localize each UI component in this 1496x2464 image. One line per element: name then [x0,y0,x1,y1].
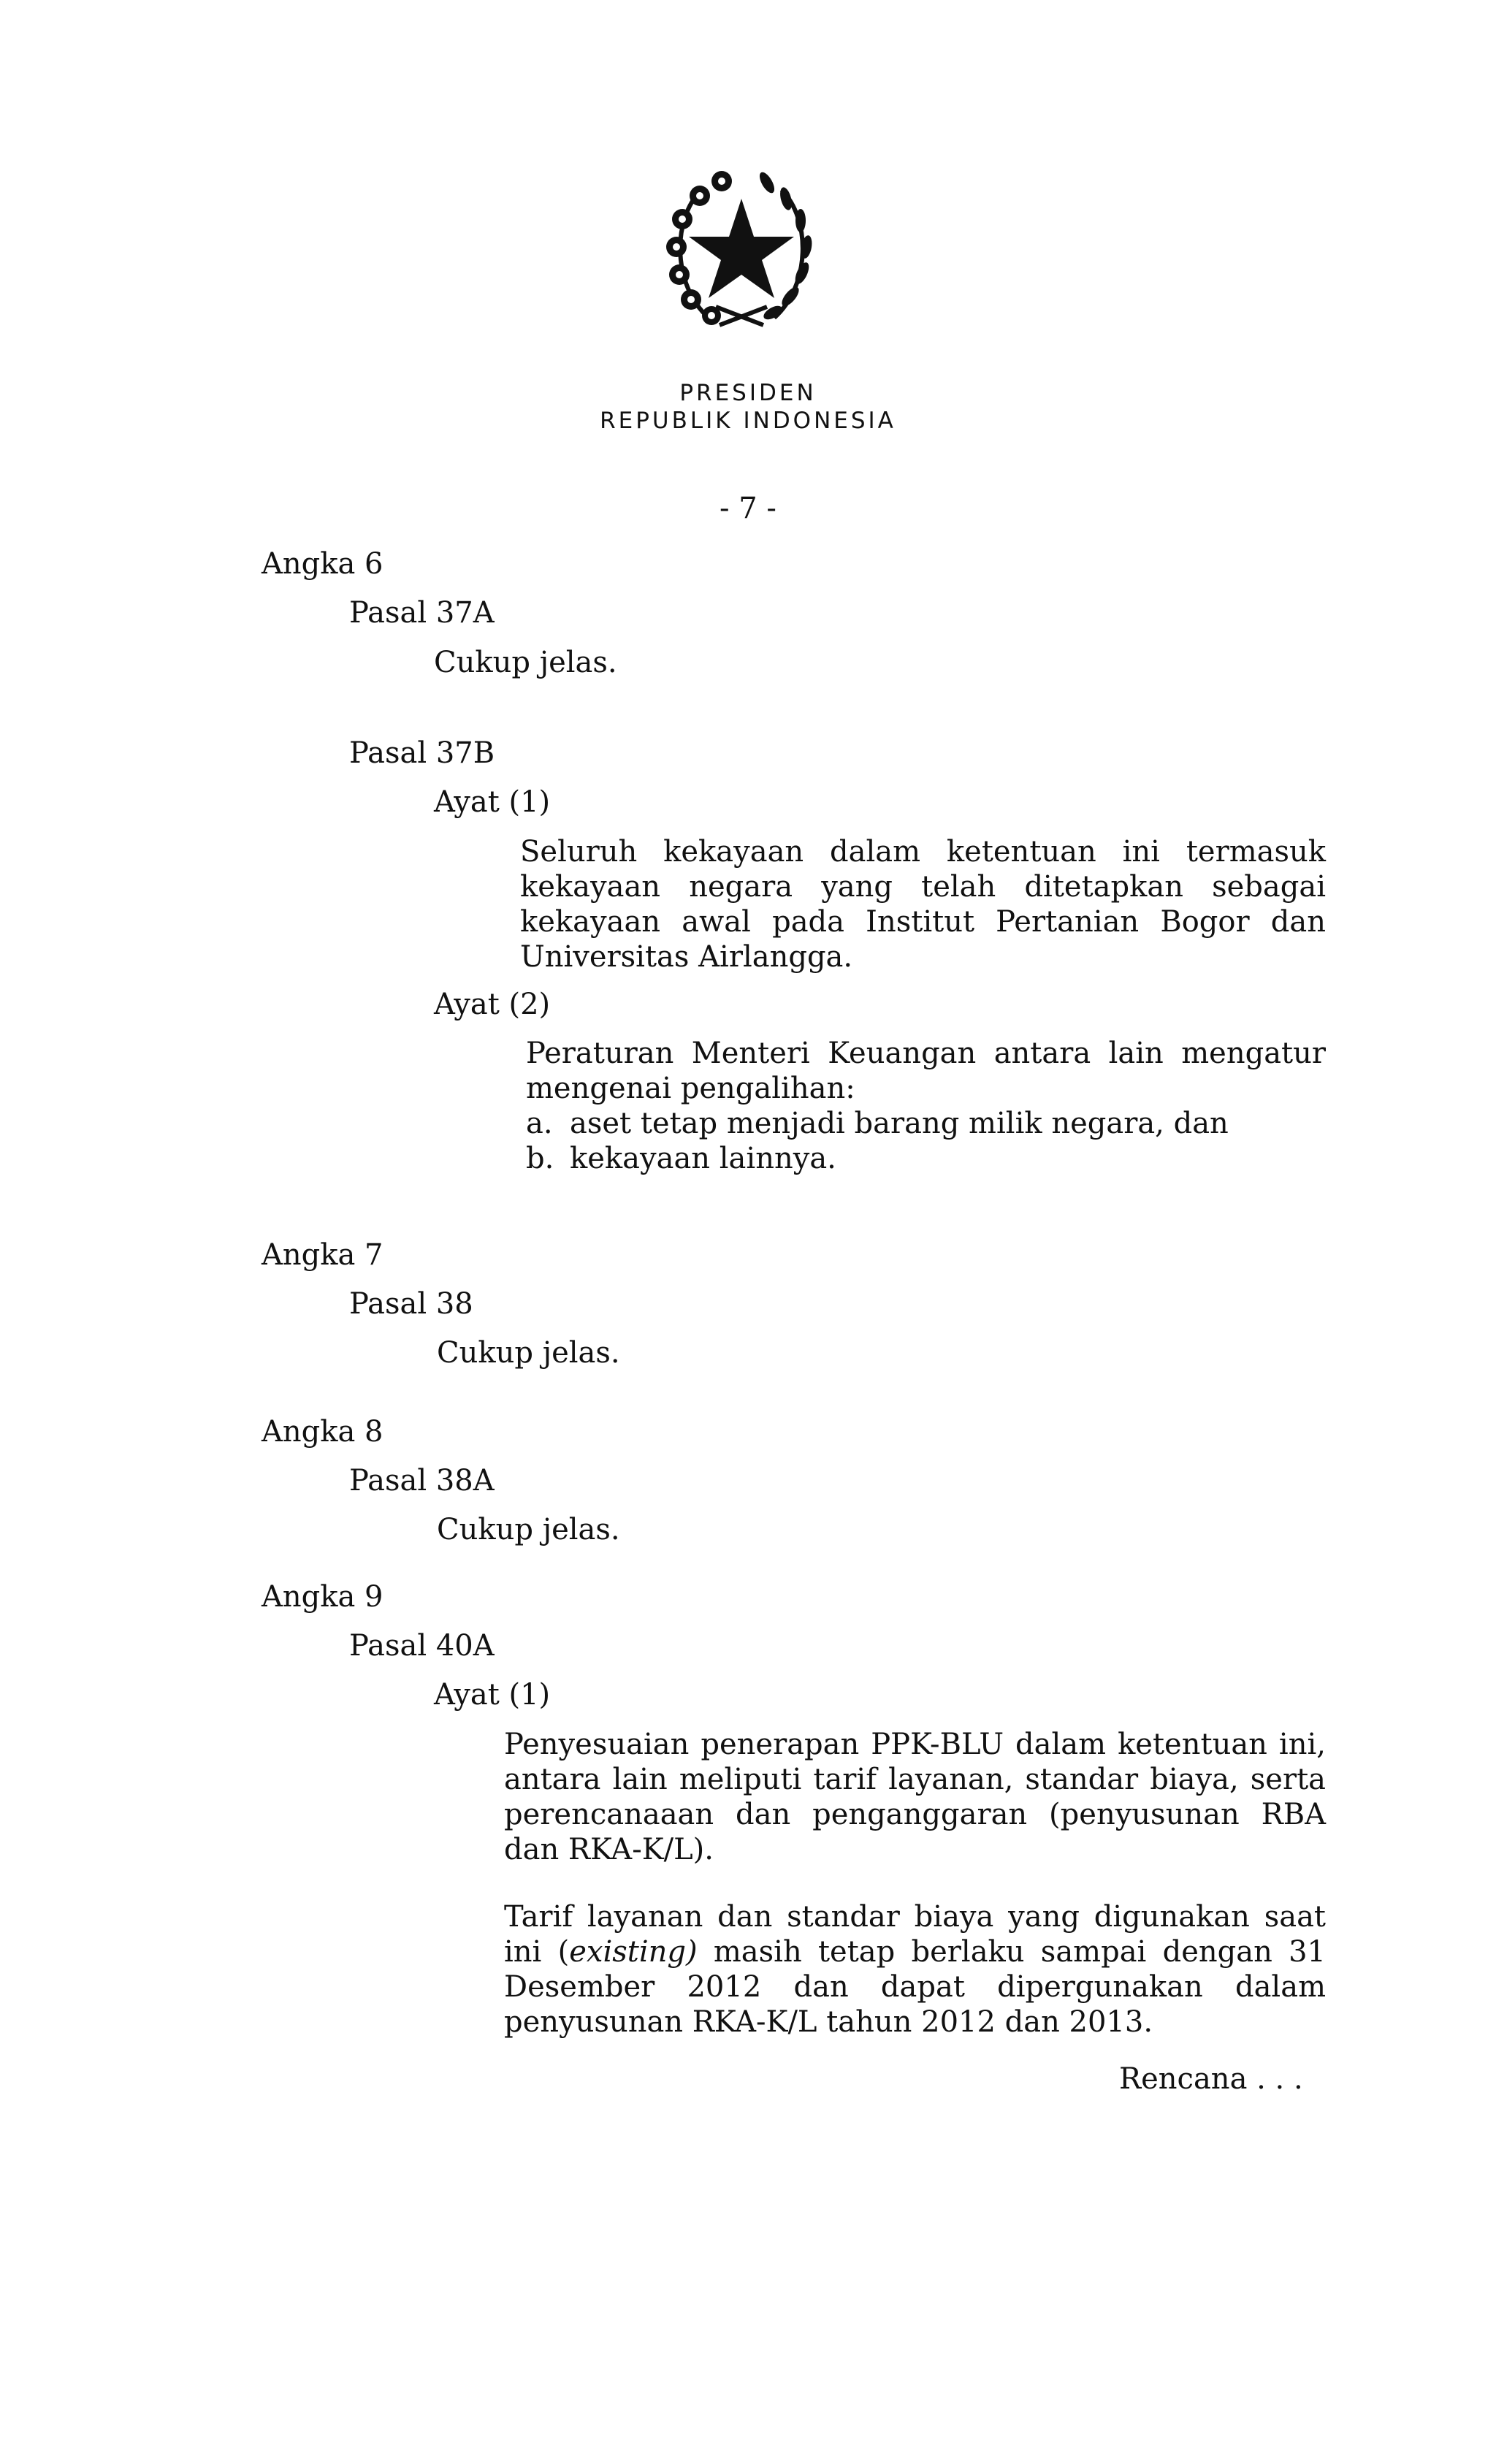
header-republic: REPUBLIK INDONESIA [600,408,896,434]
pasal-38a-body: Cukup jelas. [437,1513,620,1546]
pasal-40a-ayat-1-paragraph-1: Penyesuaian penerapan PPK-BLU dalam ketentuan ini, antara lain meliputi tarif layanan, standar biaya, serta perencanaaan dan penganggaran (penyusunan RBA dan RKA-K/L). [504,1728,1326,1866]
pasal-40a-ayat-1-heading: Ayat (1) [434,1678,551,1712]
angka-8-heading: Angka 8 [262,1415,383,1449]
pasal-38-body: Cukup jelas. [437,1336,620,1370]
presidential-seal-icon [650,161,833,343]
pasal-40a-heading: Pasal 40A [349,1629,495,1663]
angka-7-heading: Angka 7 [262,1238,383,1272]
pasal-40a-ayat-1-paragraph-2 [504,1899,1326,2040]
list-marker: a. [526,1107,553,1140]
header-president: PRESIDEN [679,380,817,406]
list-item [526,1106,1229,1141]
list-text: kekayaan lainnya. [570,1142,836,1175]
pasal-37a-heading: Pasal 37A [349,596,495,630]
pasal-37b-heading: Pasal 37B [349,736,495,770]
pasal-37b-ayat-1-heading: Ayat (1) [434,785,551,819]
list-item [526,1141,836,1176]
angka-9-heading: Angka 9 [262,1580,383,1614]
pasal-37b-ayat-2-heading: Ayat (2) [434,988,551,1021]
pasal-38-heading: Pasal 38 [349,1287,473,1321]
pasal-37b-ayat-1-text: Seluruh kekayaan dalam ketentuan ini termasuk kekayaan negara yang telah ditetapkan sebagai kekayaan awal pada Institut Pertanian Bogor dan Universitas Airlangga. [520,835,1326,974]
page-number: - 7 - [720,492,776,525]
next-page-catchword: Rencana . . . [1119,2062,1303,2096]
pasal-37a-body: Cukup jelas. [434,646,617,679]
angka-6-heading: Angka 6 [262,547,383,581]
paragraph-text: masih tetap berlaku sampai dengan 31 Desember 2012 dan dapat dipergunakan dalam penyusunan RKA-K/L tahun 2012 dan 2013. [504,1935,1327,2039]
paragraph-text: Tarif layanan dan standar biaya yang digunakan saat ini ( [504,1900,1326,1969]
list-text: aset tetap menjadi barang milik negara, dan [570,1107,1229,1140]
pasal-38a-heading: Pasal 38A [349,1464,495,1498]
paragraph-italic-term: existing) [569,1935,698,1969]
pasal-37b-ayat-2-text: Peraturan Menteri Keuangan antara lain mengatur mengenai pengalihan: [526,1037,1326,1105]
list-marker: b. [526,1142,554,1175]
